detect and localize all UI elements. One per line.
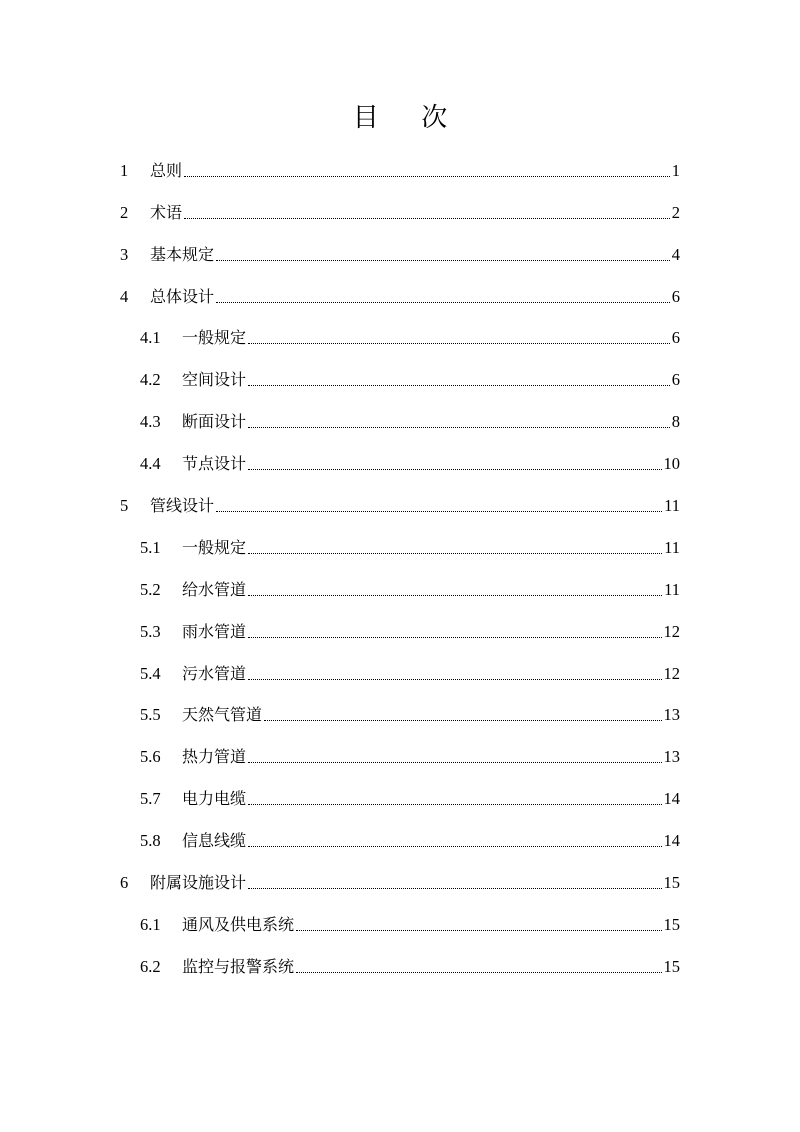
toc-entry-number: 4 xyxy=(120,286,129,306)
toc-entry[interactable] xyxy=(120,768,680,810)
toc-dot-leader xyxy=(248,804,661,805)
toc-entry[interactable] xyxy=(120,643,680,685)
toc-entry-number: 5.7 xyxy=(140,789,161,809)
toc-entry-page-number: 15 xyxy=(663,956,680,976)
toc-entry-label: 热力管道 xyxy=(182,747,247,767)
toc-dot-leader xyxy=(264,720,661,721)
toc-entry-label: 一般规定 xyxy=(182,328,247,348)
toc-dot-leader xyxy=(296,972,661,973)
toc-entry-number: 5.2 xyxy=(140,579,161,599)
toc-entry-page-number: 15 xyxy=(663,914,680,934)
toc-entry-label: 信息线缆 xyxy=(182,831,247,851)
toc-entry[interactable] xyxy=(120,894,680,936)
toc-entry[interactable] xyxy=(120,308,680,350)
toc-entry[interactable] xyxy=(120,391,680,433)
toc-entry[interactable] xyxy=(120,475,680,517)
toc-entry-label: 一般规定 xyxy=(182,537,247,557)
toc-entry-page-number: 11 xyxy=(664,579,680,599)
toc-entry[interactable] xyxy=(120,852,680,894)
toc-dot-leader xyxy=(216,302,670,303)
toc-dot-leader xyxy=(248,888,661,889)
toc-entry-number: 4.3 xyxy=(140,412,161,432)
toc-entry-number: 5.4 xyxy=(140,663,161,683)
table-of-contents xyxy=(120,140,680,978)
toc-entry-number: 4.1 xyxy=(140,328,161,348)
toc-entry[interactable] xyxy=(120,810,680,852)
toc-entry-label: 天然气管道 xyxy=(182,705,263,725)
toc-entry-label: 基本规定 xyxy=(150,244,215,264)
toc-entry[interactable] xyxy=(120,936,680,978)
page-title: 目 次 xyxy=(352,103,466,132)
toc-entry-label: 节点设计 xyxy=(182,454,247,474)
toc-entry[interactable] xyxy=(120,433,680,475)
toc-entry-number: 5.5 xyxy=(140,705,161,725)
toc-entry-page-number: 14 xyxy=(663,789,680,809)
toc-entry[interactable] xyxy=(120,224,680,266)
toc-dot-leader xyxy=(296,930,661,931)
toc-entry-label: 管线设计 xyxy=(150,496,215,516)
toc-entry-label: 通风及供电系统 xyxy=(182,914,295,934)
toc-entry-page-number: 14 xyxy=(663,831,680,851)
toc-dot-leader xyxy=(248,385,670,386)
toc-dot-leader xyxy=(248,846,661,847)
toc-entry-number: 6.2 xyxy=(140,956,161,976)
toc-entry-label: 总则 xyxy=(150,160,183,180)
toc-entry-number: 3 xyxy=(120,244,129,264)
toc-entry-label: 断面设计 xyxy=(182,412,247,432)
toc-entry[interactable] xyxy=(120,517,680,559)
toc-entry-number: 1 xyxy=(120,160,129,180)
toc-dot-leader xyxy=(184,176,670,177)
toc-entry[interactable] xyxy=(120,182,680,224)
toc-dot-leader xyxy=(248,637,661,638)
toc-entry-label: 监控与报警系统 xyxy=(182,956,295,976)
toc-dot-leader xyxy=(248,427,670,428)
toc-entry-page-number: 11 xyxy=(664,537,680,557)
toc-entry-number: 5.8 xyxy=(140,831,161,851)
toc-entry-page-number: 10 xyxy=(663,454,680,474)
toc-entry[interactable] xyxy=(120,349,680,391)
toc-entry-page-number: 6 xyxy=(671,286,680,306)
toc-entry[interactable] xyxy=(120,726,680,768)
toc-entry-page-number: 13 xyxy=(663,705,680,725)
toc-entry-page-number: 13 xyxy=(663,747,680,767)
toc-entry-page-number: 6 xyxy=(671,370,680,390)
toc-entry-label: 电力电缆 xyxy=(182,789,247,809)
toc-entry-page-number: 15 xyxy=(663,873,680,893)
toc-entry-page-number: 1 xyxy=(671,160,680,180)
toc-entry-number: 5.3 xyxy=(140,621,161,641)
toc-entry-label: 空间设计 xyxy=(182,370,247,390)
toc-dot-leader xyxy=(216,511,662,512)
toc-dot-leader xyxy=(248,343,670,344)
toc-entry-number: 5.1 xyxy=(140,537,161,557)
toc-entry-page-number: 11 xyxy=(664,496,680,516)
toc-dot-leader xyxy=(184,218,670,219)
toc-entry[interactable] xyxy=(120,559,680,601)
toc-entry[interactable] xyxy=(120,685,680,727)
toc-entry-label: 总体设计 xyxy=(150,286,215,306)
toc-entry-number: 6.1 xyxy=(140,914,161,934)
toc-entry[interactable] xyxy=(120,266,680,308)
toc-entry-page-number: 12 xyxy=(663,663,680,683)
toc-entry-number: 5 xyxy=(120,496,129,516)
toc-entry-number: 4.2 xyxy=(140,370,161,390)
toc-dot-leader xyxy=(248,679,661,680)
toc-entry-number: 2 xyxy=(120,202,129,222)
toc-entry-number: 6 xyxy=(120,873,129,893)
toc-dot-leader xyxy=(248,595,662,596)
toc-entry-label: 污水管道 xyxy=(182,663,247,683)
toc-entry-label: 术语 xyxy=(150,202,183,222)
toc-entry-page-number: 4 xyxy=(671,244,680,264)
toc-entry-number: 4.4 xyxy=(140,454,161,474)
toc-dot-leader xyxy=(248,762,661,763)
toc-entry-page-number: 12 xyxy=(663,621,680,641)
toc-entry-page-number: 6 xyxy=(671,328,680,348)
toc-dot-leader xyxy=(216,260,670,261)
toc-dot-leader xyxy=(248,469,661,470)
toc-entry-label: 给水管道 xyxy=(182,579,247,599)
toc-entry[interactable] xyxy=(120,601,680,643)
toc-entry[interactable] xyxy=(120,140,680,182)
toc-entry-page-number: 2 xyxy=(671,202,680,222)
toc-dot-leader xyxy=(248,553,662,554)
toc-entry-label: 雨水管道 xyxy=(182,621,247,641)
toc-entry-number: 5.6 xyxy=(140,747,161,767)
toc-entry-label: 附属设施设计 xyxy=(150,873,247,893)
toc-entry-page-number: 8 xyxy=(671,412,680,432)
